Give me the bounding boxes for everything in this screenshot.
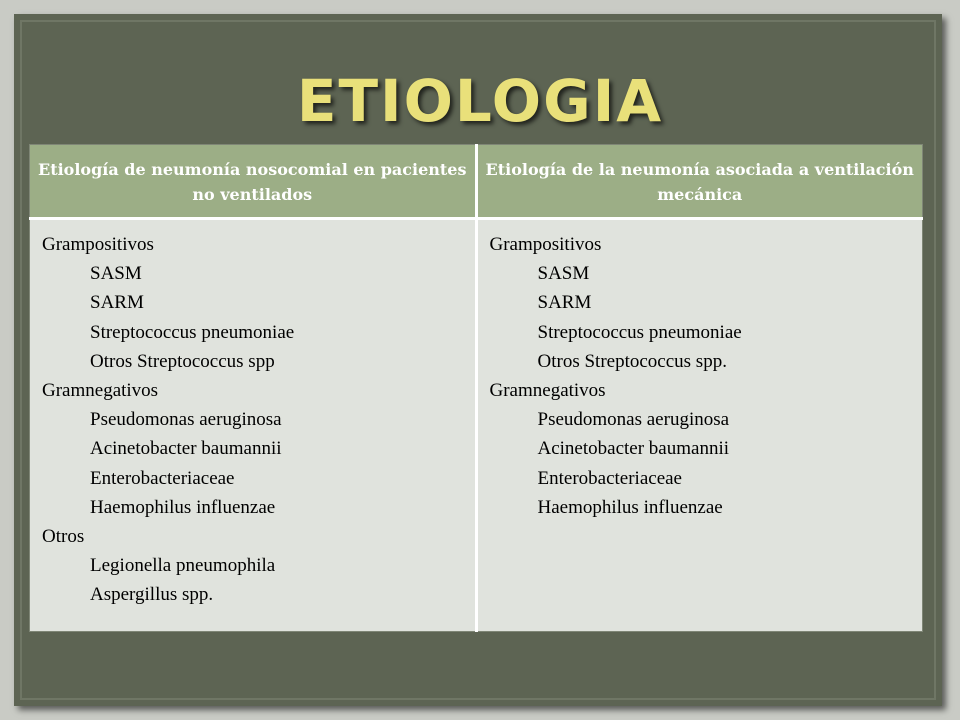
organism-item: Streptococcus pneumoniae	[537, 321, 742, 343]
organism-item: SARM	[537, 292, 592, 314]
organism-item: Haemophilus influenzae	[537, 496, 723, 518]
organism-item: Haemophilus influenzae	[90, 496, 276, 518]
organism-item: Otros Streptococcus spp	[90, 350, 275, 372]
group-label: Gramnegativos	[489, 380, 606, 402]
slide-title: ETIOLOGIA	[296, 67, 664, 135]
header-ventilator-associated: Etiología de la neumonía asociada a ventilación mecánica	[476, 145, 923, 219]
organism-list-non-ventilated	[42, 230, 467, 610]
organism-item: Aspergillus spp.	[90, 584, 214, 606]
header-non-ventilated: Etiología de neumonía nosocomial en pacientes no ventilados	[30, 145, 477, 219]
organism-item: Pseudomonas aeruginosa	[90, 409, 282, 431]
etiology-table	[29, 144, 923, 632]
group-label: Grampositivos	[489, 234, 602, 255]
group-label: Grampositivos	[42, 234, 154, 255]
group-label: Otros	[42, 526, 85, 548]
organism-item: Enterobacteriaceae	[90, 467, 235, 489]
organism-item: Legionella pneumophila	[90, 555, 276, 577]
organism-item: SASM	[90, 263, 142, 285]
cell-ventilator-associated	[476, 219, 923, 632]
organism-item: Acinetobacter baumannii	[537, 438, 730, 460]
group-label: Gramnegativos	[42, 380, 159, 402]
table-body-row	[30, 219, 923, 632]
organism-list-ventilator-associated	[490, 230, 915, 522]
cell-non-ventilated	[30, 219, 477, 632]
organism-item: Otros Streptococcus spp.	[537, 350, 727, 372]
organism-item: Enterobacteriaceae	[537, 467, 682, 489]
organism-item: Streptococcus pneumoniae	[90, 321, 295, 343]
organism-item: SARM	[90, 292, 144, 314]
organism-item: SASM	[537, 263, 590, 285]
organism-item: Acinetobacter baumannii	[90, 438, 282, 460]
table-header-row	[30, 145, 923, 219]
organism-item: Pseudomonas aeruginosa	[537, 409, 730, 431]
